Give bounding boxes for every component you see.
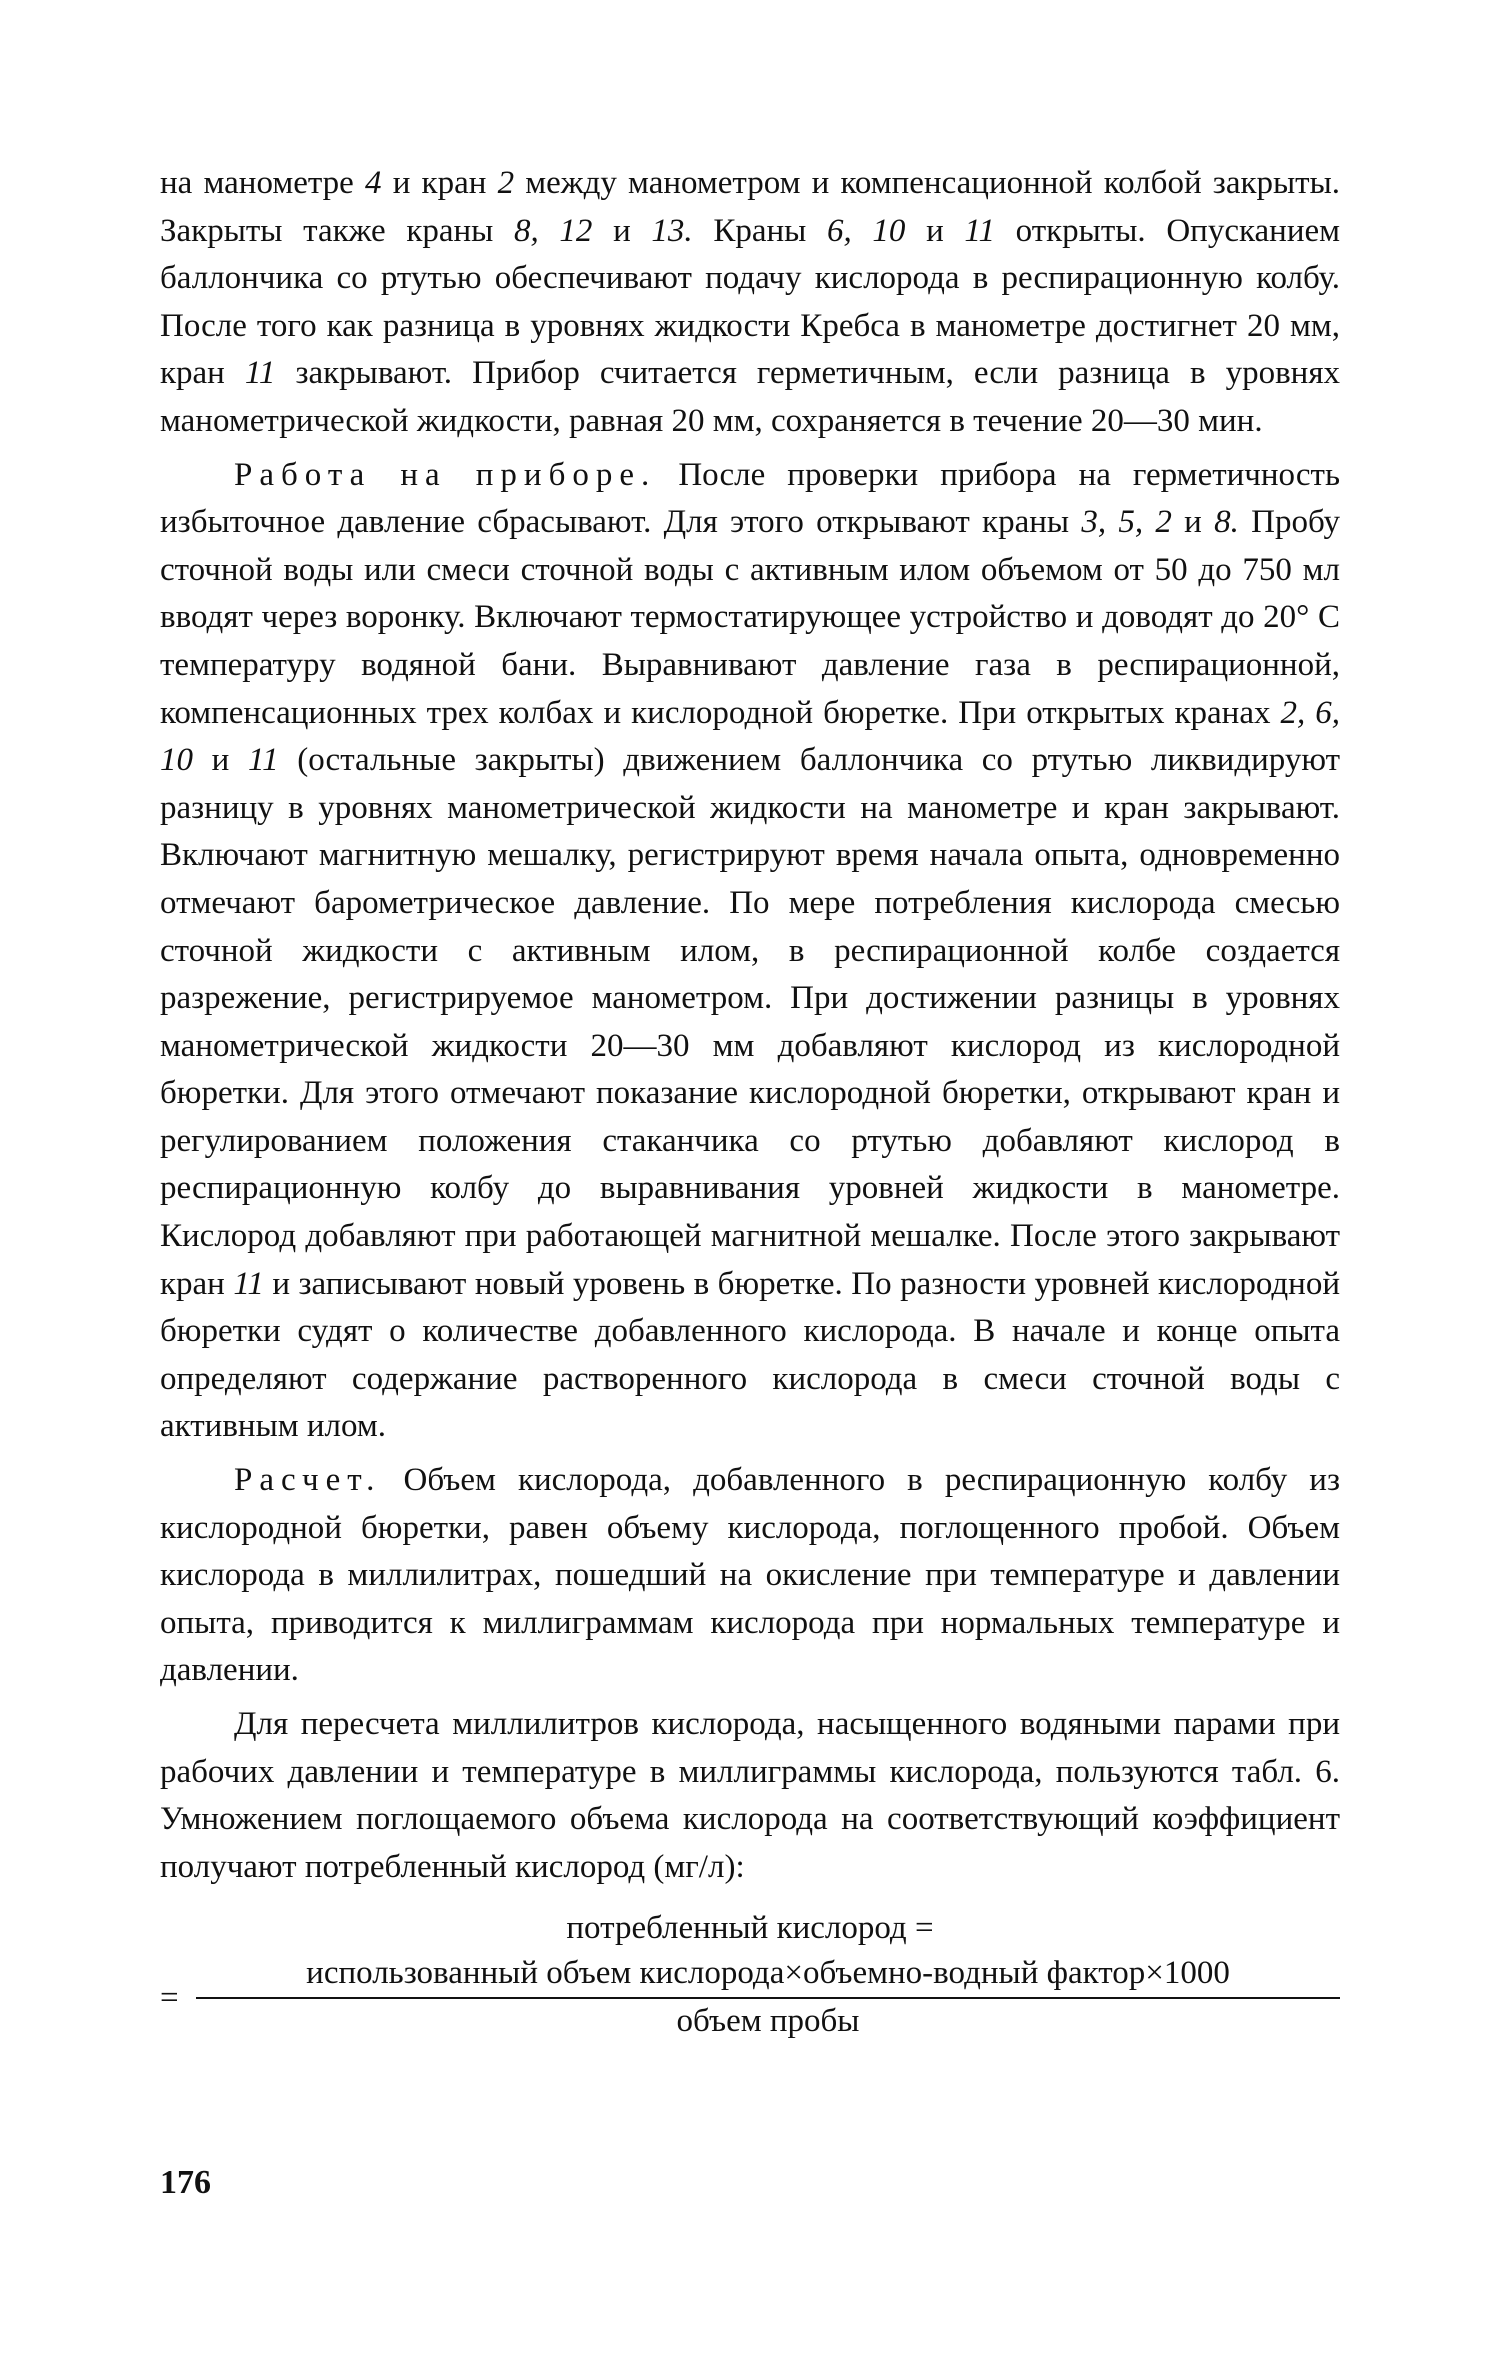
text-run: и (905, 212, 965, 249)
main-text (160, 160, 1340, 2043)
text-run: (остальные закрыты) движением баллончика со ртутью ликвидируют разницу в уровнях манометрической жидкости на манометре и кран закрывают. Включают магнитную мешалку, регистрируют время начала опыта, одновременно отмечают барометрическое давление. По мере потребления кислорода смесью сточной жидкости с активным илом, в респирационной колбе создается разрежение, регистрируемое манометром. При достижении разницы в уровнях манометрической жидкости 20—30 мм добавляют кислород из кислородной бюретки. Для этого отмечают показание кислородной бюретки, открывают кран и регулированием положения стаканчика со ртутью добавляют кислород в респирационную колбу до выравнивания уровней жидкости в манометре. Кислород добавляют при работающей магнитной мешалке. После этого закрывают кран (160, 742, 1340, 1302)
formula (160, 1905, 1340, 2043)
text-run: между манометром и компенсационной колбой закрыты. Закрыты также краны (160, 165, 1341, 249)
text-run: Для пересчета миллилитров кислорода, насыщенного водяными парами при рабочих давлении и температуре в миллиграммы кислорода, пользуются табл. 6. Умножением поглощаемого объема кислорода на соответствующий коэффициент получают потребленный кислород (мг/л): (160, 1706, 1340, 1885)
equals-sign: = (160, 1980, 179, 2017)
italic-number: 8. (1214, 504, 1239, 541)
text-run: на манометре (160, 165, 366, 201)
text-run: и (1171, 504, 1215, 541)
italic-number: 6, 10 (827, 212, 906, 249)
paragraph-1 (160, 160, 1340, 446)
italic-number: 11 (964, 212, 995, 249)
paragraph-2 (160, 452, 1340, 1451)
text-run: Краны (692, 212, 827, 249)
formula-lhs: потребленный кислород = (566, 1910, 934, 1947)
italic-number: 11 (248, 742, 279, 779)
paragraph-4 (160, 1701, 1340, 1891)
text-run: закрывают. Прибор считается герметичным, если разница в уровнях манометрической жидкости, равная 20 мм, сохраняется в течение 20—30 мин. (160, 355, 1341, 439)
text-run: и кран (381, 165, 498, 201)
italic-number: 11 (244, 355, 276, 392)
italic-number: 2, 6, 10 (160, 694, 1341, 779)
fraction-row (160, 1951, 1340, 2043)
italic-number: 8, 12 (514, 212, 593, 249)
text-run: После проверки прибора на герметичность избыточное давление сбрасывают. Для этого открывают краны (160, 456, 1340, 541)
page-number: 176 (160, 2164, 211, 2201)
italic-number: 13. (651, 212, 693, 249)
text-run: Пробу сточной воды или смеси сточной воды с активным илом объемом от 50 до 750 мл вводят через воронку. Включают термостатирующее устройство и доводят до 20° С температуру водяной бани. Выравнивают давление газа в респирационной, компенсационных трех колбах и кислородной бюретке. При открытых кранах (160, 504, 1340, 731)
text-run: и (193, 742, 249, 779)
text-run: открыты. Опусканием баллончика со ртутью обеспечивают подачу кислорода в респирационную колбу. После того как разница в уровнях жидкости Кребса в манометре достигнет 20 мм, кран (160, 212, 1341, 392)
text-run: и записывают новый уровень в бюретке. По разности уровней кислородной бюретки судят о количестве добавленного кислорода. В начале и конце опыта определяют содержание растворенного кислорода в смеси сточной воды с активным илом. (160, 1265, 1340, 1445)
formula-numerator: использованный объем кислорода×объемно-водный фактор×1000 (196, 1951, 1340, 1999)
section-heading-calculation: Расчет. (234, 1462, 382, 1499)
formula-denominator: объем пробы (676, 2003, 860, 2040)
paragraph-3 (160, 1457, 1340, 1695)
text-run: и (592, 212, 652, 249)
text-run: Объем кислорода, добавленного в респирационную колбу из кислородной бюретки, равен объему кислорода, поглощенного пробой. Объем кислорода в миллилитрах, пошедший на окисление при температуре и давлении опыта, приводится к миллиграммам кислорода при нормальных температуре и давлении. (160, 1462, 1340, 1689)
italic-number: 3, 5, 2 (1081, 504, 1172, 541)
italic-number: 2 (497, 165, 515, 201)
fraction (196, 1951, 1340, 2043)
italic-number: 11 (233, 1265, 264, 1302)
section-heading-work: Работа на приборе. (234, 456, 657, 493)
italic-number: 4 (365, 165, 382, 201)
